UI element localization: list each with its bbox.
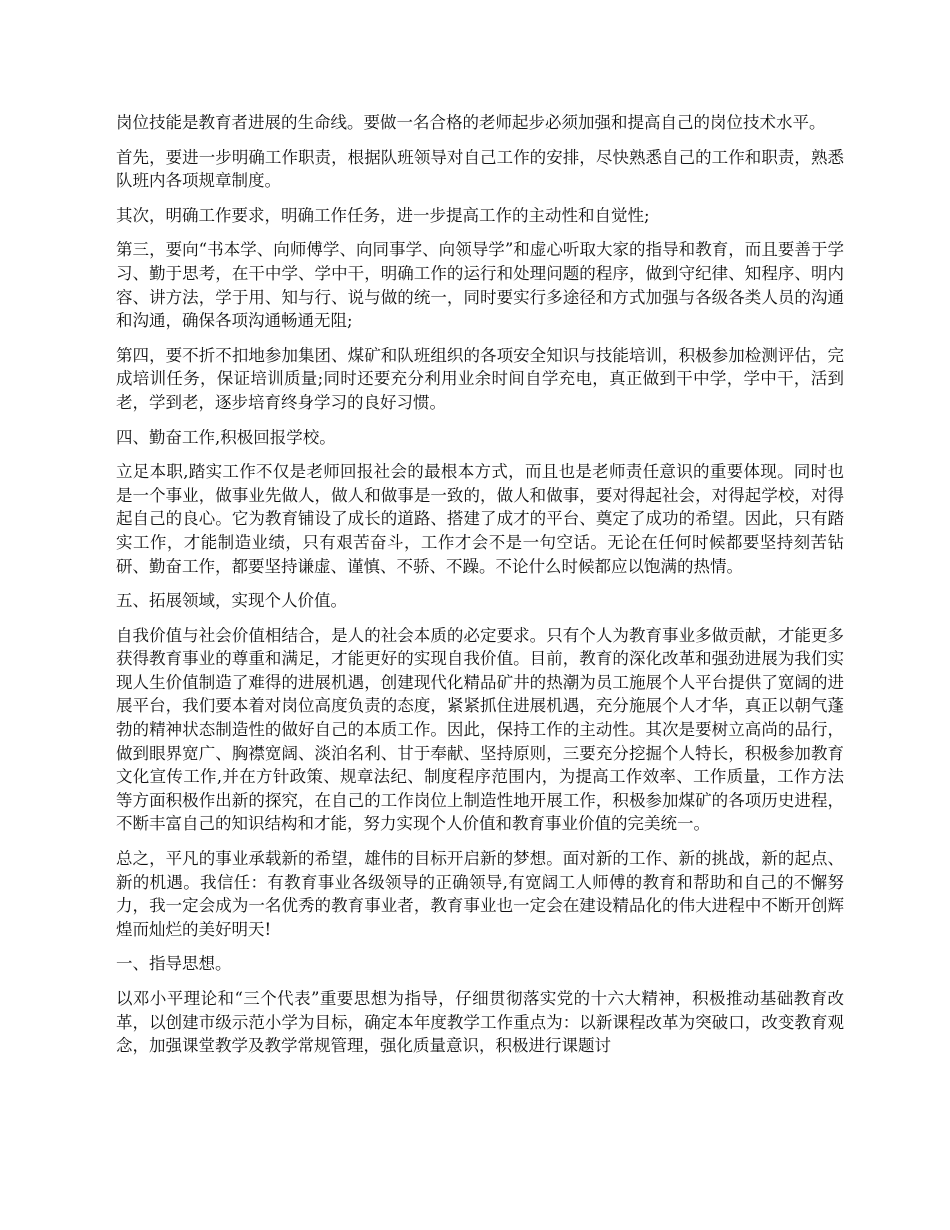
paragraph-self-value: 自我价值与社会价值相结合，是人的社会本质的必定要求。只有个人为教育事业多做贡献，才能更多获得教育事业的尊重和满足，才能更好的实现自我价值。目前，教育的深化改革和强劲进展为我们实现人生价值制造了难得的进展机遇，创建现代化精品矿井的热潮为员工施展个人平台提供了宽阔的进展平台，我们要本着对岗位高度负责的态度，紧紧抓住进展机遇，充分施展个人才华，真正以朝气蓬勃的精神状态制造性的做好自己的本质工作。因此，保持工作的主动性。其次是要树立高尚的品行，做到眼界宽广、胸襟宽阔、淡泊名利、甘于奉献、坚持原则，三要充分挖掘个人特长，积极参加教育文化宣传工作,并在方针政策、规章法纪、制度程序范围内，为提高工作效率、工作质量，工作方法等方面积极作出新的探究，在自己的工作岗位上制造性地开展工作，积极参加煤矿的各项历史进程，不断丰富自己的知识结构和才能，努力实现个人价值和教育事业价值的完美统一。 bbox=[116, 625, 844, 834]
section-heading-four: 四、勤奋工作,积极回报学校。 bbox=[116, 427, 336, 447]
paragraph-guiding-thought: 以邓小平理论和“三个代表”重要思想为指导，仔细贯彻落实党的十六大精神，积极推动基础教育改革，以创建市级示范小学为目标，确定本年度教学工作重点为：以新课程改革为突破口，改变教育观念，加强课堂教学及教学常规管理，强化质量意识，积极进行课题讨 bbox=[116, 989, 844, 1056]
paragraph-diligent-work: 立足本职,踏实工作不仅是老师回报社会的最根本方式，而且也是老师责任意识的重要体现。同时也是一个事业，做事业先做人，做人和做事是一致的，做人和做事，要对得起社会，对得起学校，对得起自己的良心。它为教育铺设了成长的道路、搭建了成才的平台、奠定了成功的希望。因此，只有踏实工作，才能制造业绩，只有艰苦奋斗，工作才会不是一句空话。无论在任何时候都要坚持刻苦钻研、勤奋工作，都要坚持谦虚、谨慎、不骄、不躁。不论什么时候都应以饱满的热情。 bbox=[116, 462, 844, 576]
section-heading-five: 五、拓展领域，实现个人价值。 bbox=[116, 591, 347, 611]
section-heading-guiding-thought: 一、指导思想。 bbox=[116, 954, 232, 974]
paragraph-conclusion: 总之，平凡的事业承载新的希望，雄伟的目标开启新的梦想。面对新的工作、新的挑战，新的起点、新的机遇。我信任：有教育事业各级领导的正确领导,有宽阔工人师傅的教育和帮助和自己的不懈努力，我一定会成为一名优秀的教育事业者，教育事业也一定会在建设精品化的伟大进程中不断开创辉煌而灿烂的美好明天! bbox=[116, 849, 844, 939]
paragraph-skill-lifeline: 岗位技能是教育者进展的生命线。要做一名合格的老师起步必须加强和提高自己的岗位技术水平。 bbox=[116, 113, 826, 132]
paragraph-fourth: 第四，要不折不扣地参加集团、煤矿和队班组织的各项安全知识与技能培训，积极参加检测评估，完成培训任务，保证培训质量;同时还要充分利用业余时间自学充电，真正做到干中学，学中干，活到老，学到老，逐步培育终身学习的良好习惯。 bbox=[116, 345, 844, 412]
paragraph-first: 首先，要进一步明确工作职责，根据队班领导对自己工作的安排，尽快熟悉自己的工作和职责，熟悉队班内各项规章制度。 bbox=[116, 147, 844, 191]
document-page bbox=[116, 111, 844, 1069]
paragraph-second: 其次，明确工作要求，明确工作任务，进一步提高工作的主动性和自觉性; bbox=[116, 205, 650, 225]
paragraph-third: 第三，要向“书本学、向师傅学、向同事学、向领导学”和虚心听取大家的指导和教育，而且要善于学习、勤于思考，在干中学、学中干，明确工作的运行和处理问题的程序，做到守纪律、知程序、明内容、讲方法，学于用、知与行、说与做的统一，同时要实行多途径和方式加强与各级各类人员的沟通和沟通，确保各项沟通畅通无阻; bbox=[116, 240, 844, 331]
